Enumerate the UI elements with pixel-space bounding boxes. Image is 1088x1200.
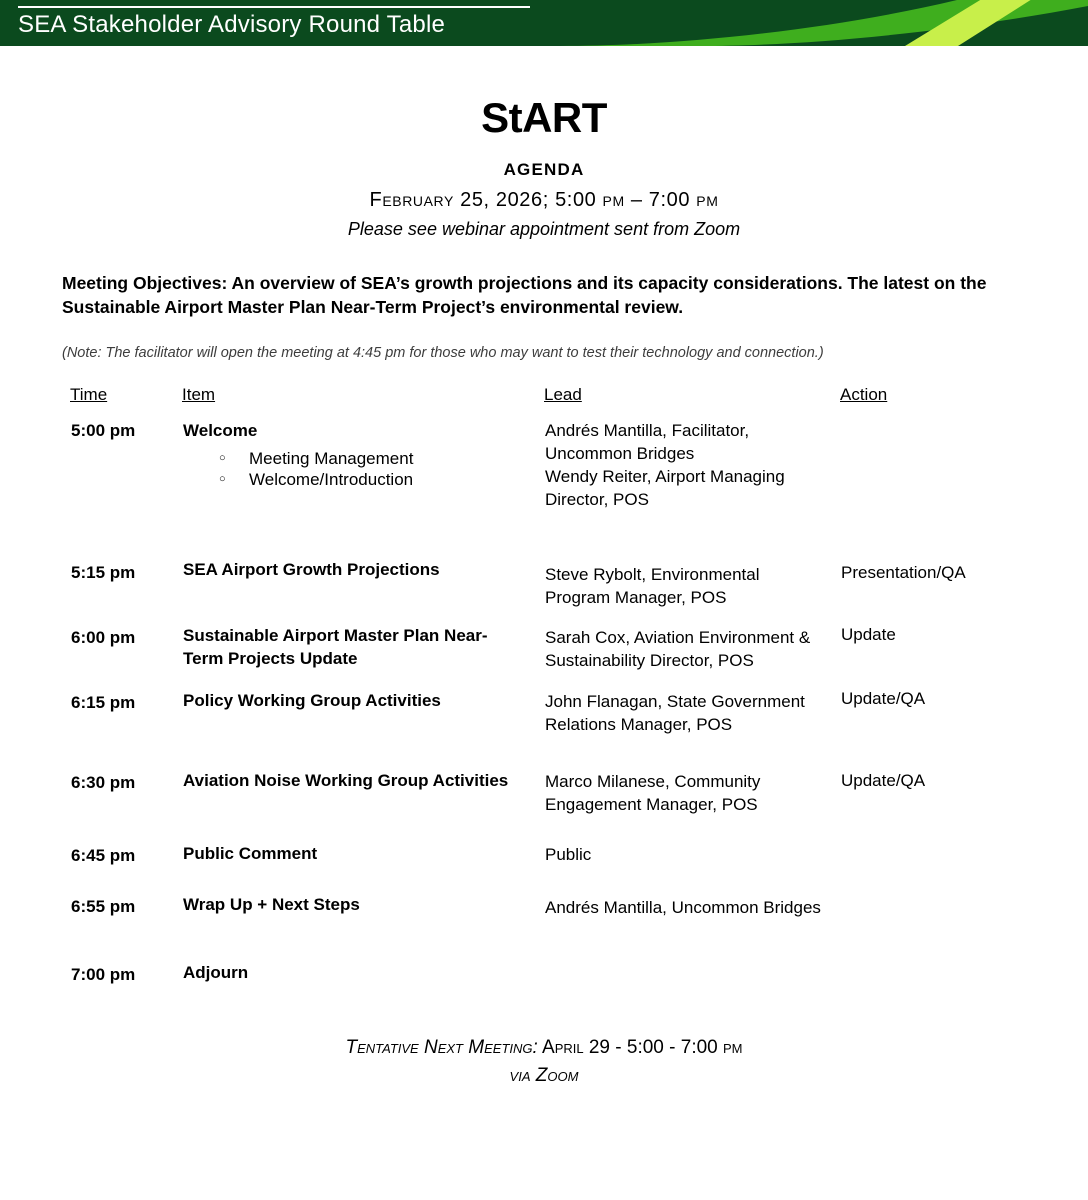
column-header-time	[70, 385, 182, 419]
spacer-cell	[0, 956, 70, 990]
column-header-action-label: Action	[840, 385, 888, 404]
column-header-item	[182, 385, 544, 419]
agenda-action: Update/QA	[841, 689, 926, 708]
agenda-item-title: Welcome	[183, 421, 258, 440]
document-body	[0, 94, 1088, 1090]
agenda-time: 6:00 pm	[71, 628, 136, 647]
agenda-lead-line: Andrés Mantilla, Facilitator, Uncommon Bridges	[545, 421, 750, 463]
agenda-item: Sustainable Airport Master Plan Near-Term Projects Update	[183, 626, 488, 668]
next-meeting-value: April 29 - 5:00 - 7:00 pm	[542, 1037, 743, 1058]
agenda-item: Policy Working Group Activities	[183, 691, 441, 710]
facilitator-note: (Note: The facilitator will open the meeting at 4:45 pm for those who may want to test their technology and connection.)	[62, 345, 824, 361]
agenda-action	[840, 956, 1088, 990]
agenda-table	[0, 385, 1088, 990]
agenda-lead: Steve Rybolt, Environmental Program Manager, POS	[545, 565, 760, 607]
page-title: StART	[481, 94, 607, 141]
header-rule	[18, 6, 530, 8]
agenda-item: Aviation Noise Working Group Activities	[183, 771, 509, 790]
column-header-item-label: Item	[182, 385, 216, 404]
agenda-lead: Sarah Cox, Aviation Environment & Sustainability Director, POS	[545, 628, 811, 670]
table-row	[0, 838, 1088, 889]
agenda-time: 6:30 pm	[71, 773, 136, 792]
spacer-cell	[0, 838, 70, 889]
list-item: ○ Meeting Management	[219, 448, 526, 469]
agenda-lead	[544, 956, 840, 990]
table-row	[0, 682, 1088, 764]
agenda-lead	[544, 419, 840, 551]
agenda-action	[840, 889, 1088, 956]
agenda-action	[840, 419, 1088, 551]
column-header-action	[840, 385, 1088, 419]
table-row	[0, 889, 1088, 956]
agenda-item: Wrap Up + Next Steps	[183, 895, 360, 914]
agenda-item: Adjourn	[183, 963, 249, 982]
list-item: ○ Welcome/Introduction	[219, 469, 526, 490]
agenda-lead: Andrés Mantilla, Uncommon Bridges	[545, 898, 821, 917]
agenda-header-row	[0, 385, 1088, 419]
spacer-cell	[0, 385, 70, 419]
next-meeting-platform: via Zoom	[509, 1065, 579, 1086]
agenda-time: 6:15 pm	[71, 693, 136, 712]
agenda-item	[182, 419, 544, 551]
webinar-instruction: Please see webinar appointment sent from Zoom	[347, 219, 741, 239]
agenda-action: Update/QA	[841, 771, 926, 790]
column-header-lead	[544, 385, 840, 419]
agenda-time: 5:15 pm	[71, 563, 136, 582]
agenda-lead: John Flanagan, State Government Relations Manager, POS	[545, 692, 805, 734]
table-row	[0, 618, 1088, 682]
agenda-rows	[0, 419, 1088, 990]
agenda-action	[840, 838, 1088, 889]
agenda-action: Presentation/QA	[841, 563, 966, 582]
agenda-time: 6:45 pm	[71, 846, 136, 865]
table-row	[0, 956, 1088, 990]
next-meeting-label: Tentative Next Meeting:	[345, 1037, 538, 1058]
column-header-time-label: Time	[70, 385, 108, 404]
spacer-cell	[0, 889, 70, 956]
spacer-cell	[0, 682, 70, 764]
header-band-title: SEA Stakeholder Advisory Round Table	[18, 11, 446, 38]
meeting-objectives: Meeting Objectives: An overview of SEA’s growth projections and its capacity considerations. The latest on the Sustainable Airport Master Plan Near-Term Project’s environmental review.	[62, 273, 987, 317]
spacer-cell	[0, 551, 70, 618]
spacer-cell	[0, 764, 70, 838]
spacer-cell	[0, 419, 70, 551]
agenda-subitem-list	[183, 448, 526, 490]
spacer-cell	[0, 618, 70, 682]
agenda-action: Update	[841, 625, 896, 644]
next-meeting-note	[0, 1034, 1088, 1090]
agenda-lead: Marco Milanese, Community Engagement Manager, POS	[545, 772, 761, 814]
agenda-lead: Public	[545, 845, 592, 864]
agenda-time: 7:00 pm	[71, 965, 136, 984]
document-subtitle: AGENDA	[503, 160, 585, 179]
agenda-time: 5:00 pm	[71, 421, 136, 440]
agenda-item: SEA Airport Growth Projections	[183, 560, 440, 579]
meeting-datetime: February 25, 2026; 5:00 pm – 7:00 pm	[369, 189, 719, 211]
table-row	[0, 551, 1088, 618]
page-header-band	[0, 0, 1088, 46]
table-row	[0, 764, 1088, 838]
column-header-lead-label: Lead	[544, 385, 582, 404]
agenda-item: Public Comment	[183, 844, 318, 863]
agenda-lead-line: Wendy Reiter, Airport Managing Director, POS	[545, 467, 785, 509]
agenda-time: 6:55 pm	[71, 897, 136, 916]
table-row	[0, 419, 1088, 551]
